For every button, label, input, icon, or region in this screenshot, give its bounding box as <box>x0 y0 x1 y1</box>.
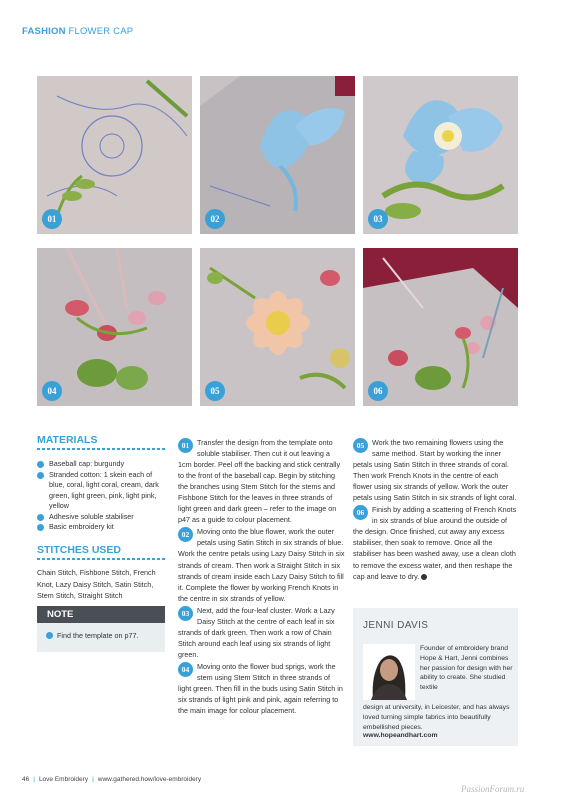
photo-number: 06 <box>368 381 388 401</box>
step-1 <box>178 437 345 525</box>
steps-column-1 <box>178 437 345 717</box>
author-box <box>353 608 518 746</box>
step-text: Next, add the four-leaf cluster. Work a Lazy Daisy Stitch at the centre of each leaf in six strands of dark green. Then work a row of Chain Stitch around each leaf using six strands of light green. <box>178 605 335 659</box>
stitches-text: Chain Stitch, Fishbone Stitch, French Knot, Lazy Daisy Stitch, Satin Stitch, Stem Stitch, Straight Stitch <box>37 568 156 600</box>
step-number: 05 <box>353 438 368 453</box>
list-item: Basic embroidery kit <box>37 522 167 533</box>
step-text: Transfer the design from the template onto soluble stabiliser. Then cut it out leaving a 1cm border. Peel off the backing and stick centrally to the front of the baseball cap. Begin by stitching the branches using Stem Stitch for the stems and Fishbone Stitch for the leaves in three strands of light green and dark green – refer to the image on p47 as a guide to colour placement. <box>178 438 341 525</box>
page-header <box>22 26 133 37</box>
author-bio-intro: Founder of embroidery brand Hope & Hart, Jenni combines her passion for design with her ability to create. She studied textile <box>420 645 513 692</box>
step-photo-6 <box>363 248 518 406</box>
step-text: Moving onto the blue flower, work the outer petals using Satin Stitch in six strands of blue. Work the centre petals using Lazy Daisy Stitch in six strands of cream. Then work a Straight Stitch in six strands of cream inside each Lazy Daisy Stitch to fill it. Complete the flower by working French Knots in the centre in six strands of yellow. <box>178 527 345 603</box>
step-2 <box>178 526 345 603</box>
step-4 <box>178 661 345 716</box>
note-text: Find the template on p77. <box>37 623 165 640</box>
page-footer <box>22 776 201 783</box>
magazine-name: Love Embroidery <box>38 776 89 783</box>
step-5 <box>353 437 518 503</box>
step-photo-2 <box>200 76 355 234</box>
section-label: FASHION <box>22 26 66 37</box>
list-item: Stranded cotton: 1 skein each of blue, coral, light coral, cream, dark green, light green, pink, light pink, yellow <box>37 470 167 512</box>
watermark: PassionForum.ru <box>461 784 525 794</box>
step-text: Finish by adding a scattering of French Knots in six strands of blue around the outside of the design. Once finished, cut away any excess stabiliser, then soak to remove. Once all the stabiliser has been washed away, use a clean cloth to remove the excess water, and then reshape the cap and leave to dry. <box>353 505 517 581</box>
embroidery-photo-1 <box>37 76 192 234</box>
step-3 <box>178 605 345 660</box>
step-number: 01 <box>178 438 193 453</box>
list-item: Baseball cap: burgundy <box>37 459 167 470</box>
page-title: FLOWER CAP <box>68 26 134 37</box>
photo-number: 02 <box>205 209 225 229</box>
stitches-divider <box>37 558 167 560</box>
step-photo-4 <box>37 248 192 406</box>
materials-heading: MATERIALS <box>37 434 98 446</box>
embroidery-photo-4 <box>37 248 192 406</box>
materials-divider <box>37 448 167 450</box>
step-6 <box>353 504 518 581</box>
photo-number: 05 <box>205 381 225 401</box>
step-photo-1 <box>37 76 192 234</box>
end-mark-icon <box>421 574 427 580</box>
steps-column-2 <box>353 437 518 583</box>
avatar <box>363 644 415 700</box>
step-number: 03 <box>178 606 193 621</box>
step-photo-5 <box>200 248 355 406</box>
embroidery-photo-3 <box>363 76 518 234</box>
embroidery-photo-2 <box>200 76 355 234</box>
page-number: 46 <box>22 776 30 783</box>
step-number: 02 <box>178 527 193 542</box>
photo-number: 01 <box>42 209 62 229</box>
step-number: 06 <box>353 505 368 520</box>
step-photo-3 <box>363 76 518 234</box>
photo-number: 04 <box>42 381 62 401</box>
materials-list <box>37 459 167 533</box>
stitches-heading: STITCHES USED <box>37 544 122 556</box>
step-number: 04 <box>178 662 193 677</box>
note-box <box>37 606 165 652</box>
footer-separator: | <box>33 776 35 783</box>
embroidery-photo-6 <box>363 248 518 406</box>
photo-number: 03 <box>368 209 388 229</box>
author-website-link[interactable]: www.hopeandhart.com <box>363 732 438 739</box>
footer-separator: | <box>92 776 94 783</box>
embroidery-photo-5 <box>200 248 355 406</box>
step-text: Moving onto the flower bud sprigs, work the stem using Stem Stitch in three strands of light green. Then fill in the buds using Satin Stitch in six strands of light pink and pink, again referring to the main image for colour placement. <box>178 661 343 716</box>
list-item: Adhesive soluble stabiliser <box>37 512 167 523</box>
step-text: Work the two remaining flowers using the same method. Start by working the inner petals using Satin Stitch in three strands of coral. Then work French Knots in the centre of each flower using six strands of yellow. Work the outer petals using Satin Stitch in six strands of light coral. <box>353 438 517 503</box>
note-heading: NOTE <box>37 606 165 623</box>
author-name: JENNI DAVIS <box>363 620 429 631</box>
author-bio-rest: design at university, in Leicester, and has always loved turning simple fabrics into beautifully embellished pieces. <box>363 704 510 731</box>
footer-url-link[interactable]: www.gathered.how/love-embroidery <box>97 776 202 783</box>
author-photo-icon <box>363 644 415 700</box>
